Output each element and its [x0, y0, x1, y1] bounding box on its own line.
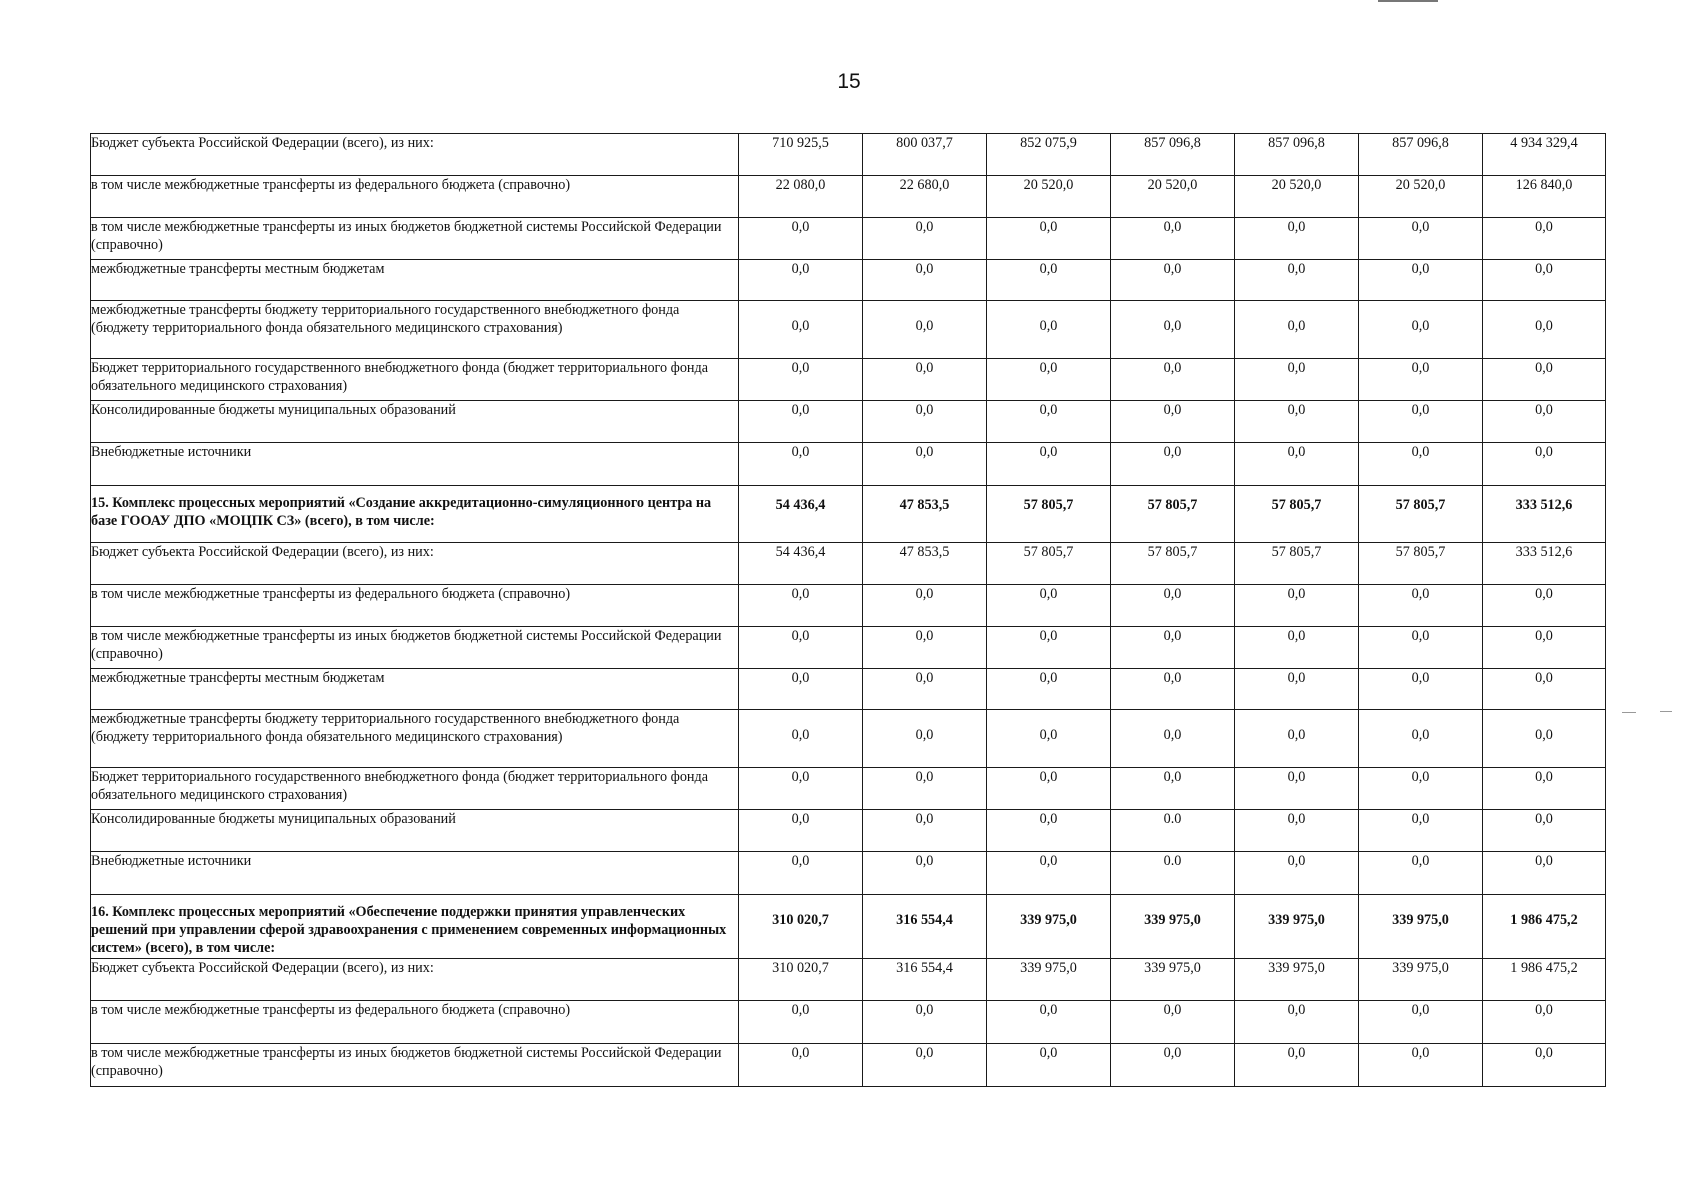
row-label: межбюджетные трансферты местным бюджетам: [91, 260, 739, 301]
budget-table-body: [91, 134, 1606, 1087]
cell-value: 0,0: [863, 443, 987, 486]
table-row: [91, 958, 1606, 1000]
cell-value: 0,0: [739, 218, 863, 260]
cell-value: 0,0: [1111, 218, 1235, 260]
page-number: 15: [837, 70, 861, 93]
cell-value: 0,0: [987, 627, 1111, 669]
table-row: [91, 585, 1606, 627]
cell-value: 316 554,4: [863, 958, 987, 1000]
cell-value: 0,0: [1235, 710, 1359, 768]
cell-value: 0,0: [1359, 359, 1483, 401]
row-label: Консолидированные бюджеты муниципальных образований: [91, 401, 739, 443]
cell-value: 20 520,0: [1359, 176, 1483, 218]
cell-value: 339 975,0: [1235, 958, 1359, 1000]
cell-value: 0,0: [739, 401, 863, 443]
cell-value: 0,0: [1111, 1043, 1235, 1086]
cell-value: 0,0: [739, 260, 863, 301]
cell-value: 0.0: [1111, 810, 1235, 852]
table-row: [91, 710, 1606, 768]
cell-value: 57 805,7: [987, 543, 1111, 585]
cell-value: 0,0: [1359, 627, 1483, 669]
cell-value: 316 554,4: [863, 895, 987, 959]
table-row-section: [91, 895, 1606, 959]
cell-value: 0,0: [1359, 710, 1483, 768]
cell-value: 0,0: [1235, 443, 1359, 486]
cell-value: 0,0: [1235, 1000, 1359, 1043]
cell-value: 0,0: [863, 1043, 987, 1086]
table-row: [91, 218, 1606, 260]
cell-total: 333 512,6: [1483, 543, 1606, 585]
table-row: [91, 768, 1606, 810]
cell-value: 0,0: [1235, 218, 1359, 260]
row-label: Внебюджетные источники: [91, 443, 739, 486]
cell-value: 0,0: [1235, 260, 1359, 301]
table-row: [91, 627, 1606, 669]
cell-value: 0,0: [1235, 401, 1359, 443]
cell-value: 0,0: [1111, 443, 1235, 486]
row-label: в том числе межбюджетные трансферты из иных бюджетов бюджетной системы Российской Федерации (справочно): [91, 1043, 739, 1086]
cell-value: 0,0: [987, 401, 1111, 443]
cell-value: 0,0: [987, 710, 1111, 768]
cell-value: 0,0: [739, 810, 863, 852]
cell-value: 22 680,0: [863, 176, 987, 218]
row-label: в том числе межбюджетные трансферты из иных бюджетов бюджетной системы Российской Федерации (справочно): [91, 627, 739, 669]
cell-value: 0,0: [739, 359, 863, 401]
scan-mark-edge: [1622, 712, 1636, 713]
cell-value: 47 853,5: [863, 543, 987, 585]
cell-value: 339 975,0: [1111, 958, 1235, 1000]
cell-total: 0,0: [1483, 218, 1606, 260]
cell-total: 1 986 475,2: [1483, 958, 1606, 1000]
cell-value: 857 096,8: [1111, 134, 1235, 176]
table-row: [91, 176, 1606, 218]
cell-total: 0,0: [1483, 627, 1606, 669]
row-label: 15. Комплекс процессных мероприятий «Создание аккредитационно-симуляционного центра на базе ГООАУ ДПО «МОЦПК СЗ» (всего), в том числе:: [91, 486, 739, 543]
cell-total: 126 840,0: [1483, 176, 1606, 218]
row-label: Бюджет субъекта Российской Федерации (всего), из них:: [91, 543, 739, 585]
cell-value: 0,0: [1111, 359, 1235, 401]
row-label: в том числе межбюджетные трансферты из федерального бюджета (справочно): [91, 1000, 739, 1043]
row-label: межбюджетные трансферты бюджету территориального государственного внебюджетного фонда (бюджету территориального фонда обязательного медицинского страхования): [91, 710, 739, 768]
cell-value: 0,0: [863, 218, 987, 260]
cell-value: 857 096,8: [1235, 134, 1359, 176]
cell-value: 0,0: [1235, 1043, 1359, 1086]
cell-value: 0,0: [1235, 852, 1359, 895]
cell-total: 4 934 329,4: [1483, 134, 1606, 176]
cell-value: 57 805,7: [1235, 486, 1359, 543]
cell-value: 57 805,7: [987, 486, 1111, 543]
cell-value: 57 805,7: [1111, 543, 1235, 585]
row-label: межбюджетные трансферты местным бюджетам: [91, 669, 739, 710]
cell-value: 0,0: [863, 301, 987, 359]
cell-value: 0,0: [1111, 1000, 1235, 1043]
table-row: [91, 134, 1606, 176]
cell-value: 20 520,0: [1235, 176, 1359, 218]
cell-value: 339 975,0: [1359, 958, 1483, 1000]
row-label: Бюджет территориального государственного внебюджетного фонда (бюджет территориального фонда обязательного медицинского страхования): [91, 359, 739, 401]
cell-value: 310 020,7: [739, 895, 863, 959]
cell-value: 0,0: [1235, 627, 1359, 669]
cell-value: 339 975,0: [1359, 895, 1483, 959]
cell-value: 0,0: [987, 1043, 1111, 1086]
budget-table: [90, 133, 1606, 1087]
table-row: [91, 669, 1606, 710]
cell-value: 0,0: [739, 1000, 863, 1043]
cell-value: 0,0: [1235, 669, 1359, 710]
cell-value: 0,0: [739, 443, 863, 486]
cell-value: 22 080,0: [739, 176, 863, 218]
cell-value: 0,0: [739, 669, 863, 710]
cell-value: 339 975,0: [1111, 895, 1235, 959]
cell-value: 0,0: [1359, 1000, 1483, 1043]
cell-value: 0,0: [1359, 260, 1483, 301]
row-label: в том числе межбюджетные трансферты из федерального бюджета (справочно): [91, 176, 739, 218]
cell-total: 0,0: [1483, 810, 1606, 852]
row-label: 16. Комплекс процессных мероприятий «Обеспечение поддержки принятия управленческих решений при управлении сферой здравоохранения с применением современных информационных систем» (всего), в том числе:: [91, 895, 739, 959]
cell-value: 0,0: [1359, 401, 1483, 443]
cell-total: 0,0: [1483, 1043, 1606, 1086]
cell-value: 0,0: [987, 1000, 1111, 1043]
table-row: [91, 810, 1606, 852]
cell-value: 0,0: [987, 301, 1111, 359]
row-label: Внебюджетные источники: [91, 852, 739, 895]
cell-total: 0,0: [1483, 301, 1606, 359]
cell-value: 0,0: [739, 585, 863, 627]
cell-value: 0,0: [863, 585, 987, 627]
cell-value: 339 975,0: [987, 958, 1111, 1000]
cell-total: 0,0: [1483, 585, 1606, 627]
cell-total: 0,0: [1483, 260, 1606, 301]
cell-value: 0,0: [987, 443, 1111, 486]
cell-value: 0,0: [987, 852, 1111, 895]
cell-value: 0,0: [1359, 218, 1483, 260]
cell-value: 0,0: [1111, 669, 1235, 710]
cell-value: 0,0: [1359, 443, 1483, 486]
cell-value: 0,0: [863, 401, 987, 443]
cell-value: 0,0: [739, 301, 863, 359]
cell-total: 0,0: [1483, 1000, 1606, 1043]
cell-value: 857 096,8: [1359, 134, 1483, 176]
cell-value: 20 520,0: [987, 176, 1111, 218]
cell-value: 339 975,0: [1235, 895, 1359, 959]
cell-value: 0,0: [863, 260, 987, 301]
cell-value: 0,0: [863, 710, 987, 768]
cell-value: 0,0: [863, 627, 987, 669]
cell-value: 0,0: [1235, 810, 1359, 852]
cell-value: 0,0: [739, 627, 863, 669]
cell-total: 0,0: [1483, 359, 1606, 401]
row-label: Бюджет субъекта Российской Федерации (всего), из них:: [91, 134, 739, 176]
cell-total: 0,0: [1483, 852, 1606, 895]
cell-value: 57 805,7: [1359, 486, 1483, 543]
cell-value: 0,0: [1111, 710, 1235, 768]
cell-value: 0,0: [863, 810, 987, 852]
row-label: межбюджетные трансферты бюджету территориального государственного внебюджетного фонда (бюджету территориального фонда обязательного медицинского страхования): [91, 301, 739, 359]
cell-value: 0,0: [987, 669, 1111, 710]
row-label: Консолидированные бюджеты муниципальных образований: [91, 810, 739, 852]
table-row: [91, 260, 1606, 301]
cell-value: 0,0: [739, 710, 863, 768]
cell-value: 0,0: [1359, 852, 1483, 895]
row-label: Бюджет субъекта Российской Федерации (всего), из них:: [91, 958, 739, 1000]
scan-mark-top: [1378, 0, 1438, 2]
cell-value: 57 805,7: [1359, 543, 1483, 585]
cell-value: 57 805,7: [1111, 486, 1235, 543]
cell-value: 800 037,7: [863, 134, 987, 176]
cell-value: 0,0: [1359, 585, 1483, 627]
cell-value: 0,0: [987, 585, 1111, 627]
cell-value: 0,0: [1111, 260, 1235, 301]
table-row: [91, 543, 1606, 585]
cell-value: 710 925,5: [739, 134, 863, 176]
table-row: [91, 1043, 1606, 1086]
cell-value: 0,0: [987, 768, 1111, 810]
cell-value: 0,0: [987, 810, 1111, 852]
cell-value: 0,0: [1111, 627, 1235, 669]
cell-value: 0,0: [1111, 585, 1235, 627]
table-row-section: [91, 486, 1606, 543]
cell-value: 20 520,0: [1111, 176, 1235, 218]
cell-value: 57 805,7: [1235, 543, 1359, 585]
cell-value: 339 975,0: [987, 895, 1111, 959]
cell-value: 0,0: [1235, 585, 1359, 627]
cell-value: 0,0: [1359, 768, 1483, 810]
cell-value: 47 853,5: [863, 486, 987, 543]
cell-total: 0,0: [1483, 768, 1606, 810]
table-row: [91, 301, 1606, 359]
row-label: Бюджет территориального государственного внебюджетного фонда (бюджет территориального фонда обязательного медицинского страхования): [91, 768, 739, 810]
cell-value: 0,0: [1111, 768, 1235, 810]
cell-value: 0,0: [1111, 401, 1235, 443]
cell-value: 0,0: [863, 359, 987, 401]
cell-value: 0,0: [863, 768, 987, 810]
cell-value: 0.0: [1111, 852, 1235, 895]
cell-value: 852 075,9: [987, 134, 1111, 176]
cell-value: 0,0: [1359, 1043, 1483, 1086]
table-row: [91, 401, 1606, 443]
cell-total: 0,0: [1483, 669, 1606, 710]
cell-value: 0,0: [1235, 768, 1359, 810]
cell-value: 0,0: [1111, 301, 1235, 359]
cell-value: 0,0: [739, 768, 863, 810]
cell-value: 0,0: [863, 1000, 987, 1043]
cell-value: 0,0: [1235, 301, 1359, 359]
table-row: [91, 359, 1606, 401]
scan-mark-edge: [1660, 711, 1672, 712]
row-label: в том числе межбюджетные трансферты из иных бюджетов бюджетной системы Российской Федерации (справочно): [91, 218, 739, 260]
cell-value: 0,0: [739, 852, 863, 895]
cell-value: 54 436,4: [739, 543, 863, 585]
cell-value: 0,0: [1235, 359, 1359, 401]
cell-total: 0,0: [1483, 443, 1606, 486]
table-row: [91, 443, 1606, 486]
cell-value: 0,0: [739, 1043, 863, 1086]
cell-value: 0,0: [863, 669, 987, 710]
cell-value: 0,0: [1359, 301, 1483, 359]
cell-value: 0,0: [863, 852, 987, 895]
cell-total: 1 986 475,2: [1483, 895, 1606, 959]
cell-value: 0,0: [987, 218, 1111, 260]
cell-value: 0,0: [987, 260, 1111, 301]
cell-value: 0,0: [1359, 669, 1483, 710]
cell-value: 0,0: [1359, 810, 1483, 852]
row-label: в том числе межбюджетные трансферты из федерального бюджета (справочно): [91, 585, 739, 627]
cell-value: 310 020,7: [739, 958, 863, 1000]
cell-total: 0,0: [1483, 401, 1606, 443]
cell-value: 54 436,4: [739, 486, 863, 543]
cell-value: 0,0: [987, 359, 1111, 401]
cell-total: 333 512,6: [1483, 486, 1606, 543]
table-row: [91, 1000, 1606, 1043]
cell-total: 0,0: [1483, 710, 1606, 768]
table-row: [91, 852, 1606, 895]
